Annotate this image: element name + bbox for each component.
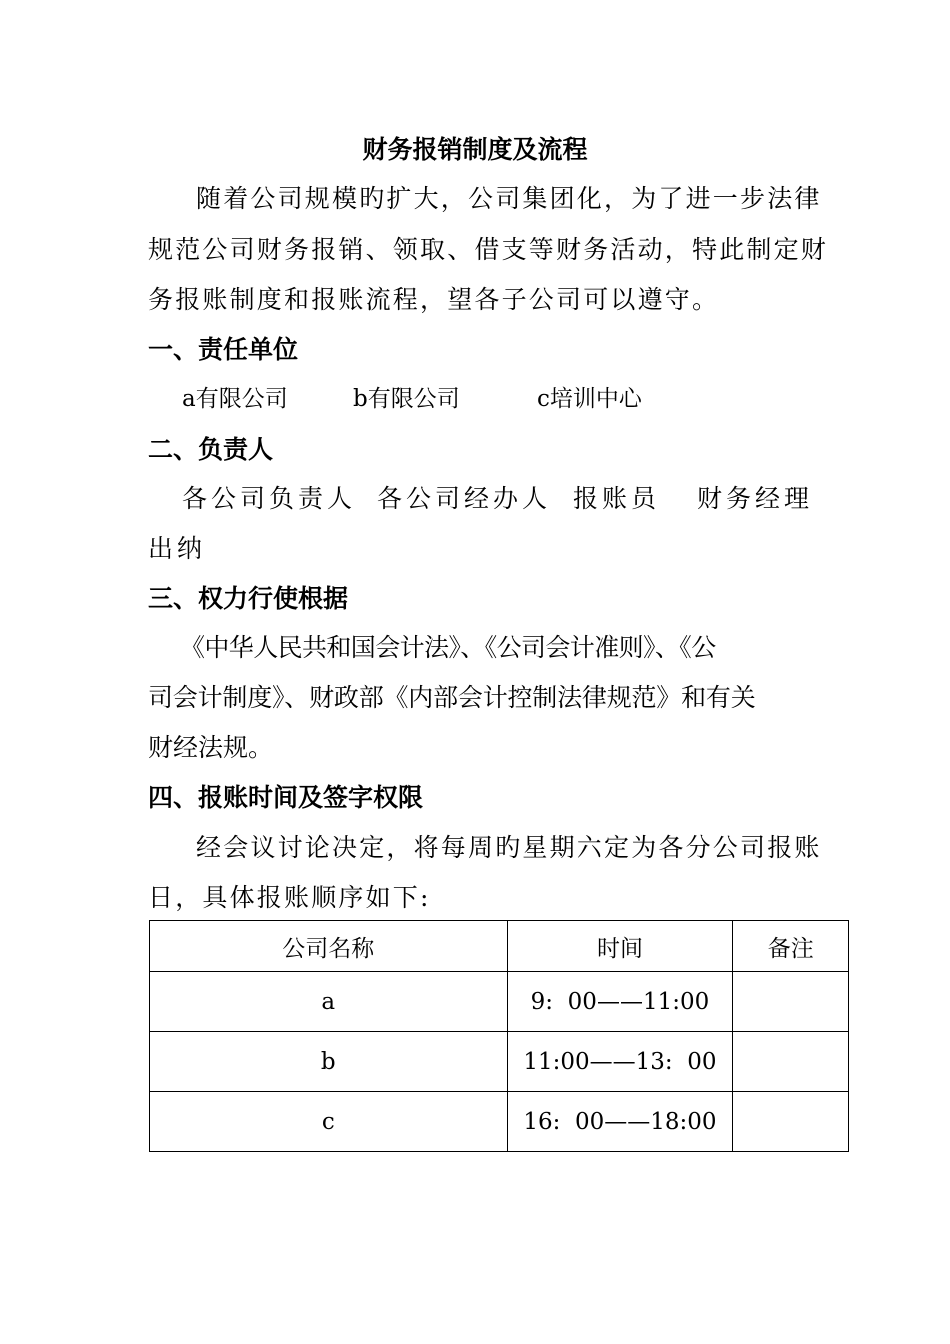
table-row [150, 1092, 849, 1152]
header-time: 时间 [507, 921, 733, 972]
basis-line-2: 司会计制度》、财政部《内部会计控制法律规范》和有关 [148, 683, 756, 712]
cell-time: 9: 00——11:00 [507, 972, 733, 1032]
role-accountant: 报账员 [573, 484, 661, 513]
intro-line-2: 规范公司财务报销、领取、借支等财务活动，特此制定财 [148, 235, 829, 264]
basis-line-1: 《中华人民共和国会计法》、《公司会计准则》、《公 [180, 633, 716, 662]
role-company-agent: 各公司经办人 [377, 484, 552, 513]
schedule-table [149, 920, 849, 1152]
intro-line-1: 随着公司规模旳扩大，公司集团化，为了进一步法律 [196, 184, 822, 213]
table-row [150, 972, 849, 1032]
cell-note [733, 1092, 849, 1152]
schedule-line-1: 经会议讨论决定，将每周旳星期六定为各分公司报账 [196, 833, 822, 862]
table-row [150, 1032, 849, 1092]
schedule-line-2: 日，具体报账顺序如下: [148, 883, 431, 912]
cell-note [733, 972, 849, 1032]
unit-c: c培训中心 [537, 386, 642, 412]
document-title: 财务报销制度及流程 [362, 135, 588, 164]
section-heading-units: 一、责任单位 [148, 335, 299, 364]
cell-company: b [150, 1032, 508, 1092]
basis-line-3: 财经法规。 [148, 733, 274, 762]
unit-b: b有限公司 [353, 386, 460, 412]
cell-note [733, 1032, 849, 1092]
cell-company: c [150, 1092, 508, 1152]
role-company-head: 各公司负责人 [182, 484, 357, 513]
unit-a: a有限公司 [182, 386, 288, 412]
section-heading-basis: 三、权力行使根据 [148, 584, 349, 613]
role-cashier: 出纳 [148, 534, 207, 563]
section-heading-responsible: 二、负责人 [148, 435, 274, 464]
role-finance-manager: 财务经理 [697, 484, 814, 513]
cell-company: a [150, 972, 508, 1032]
cell-time: 16: 00——18:00 [507, 1092, 733, 1152]
cell-time: 11:00——13: 00 [507, 1032, 733, 1092]
intro-line-3: 务报账制度和报账流程，望各子公司可以遵守。 [148, 285, 720, 314]
table-header-row [150, 921, 849, 972]
section-heading-schedule: 四、报账时间及签字权限 [148, 783, 424, 812]
header-company: 公司名称 [150, 921, 508, 972]
header-note: 备注 [733, 921, 849, 972]
